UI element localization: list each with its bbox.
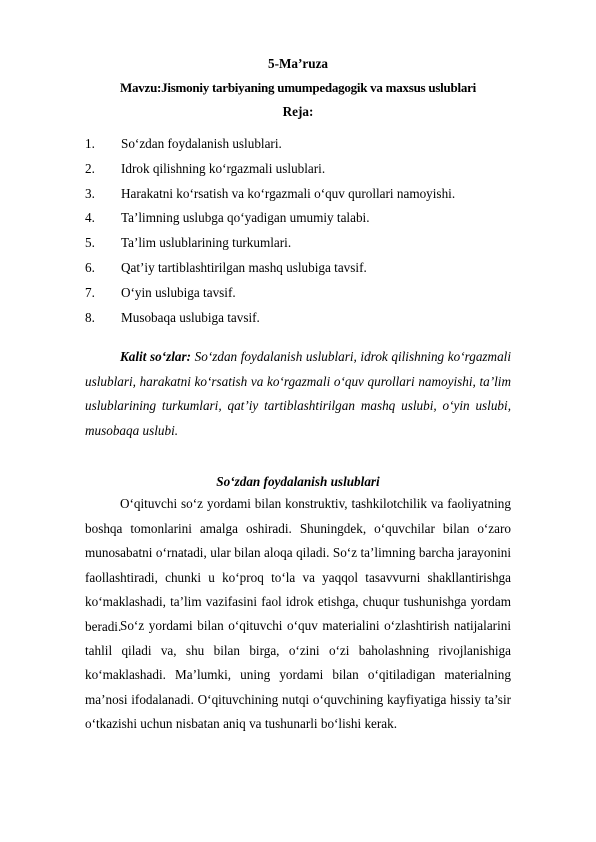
plan-item-text: Musobaqa uslubiga tavsif. bbox=[121, 309, 260, 325]
lecture-title: 5-Ma’ruza bbox=[267, 56, 329, 71]
plan-item-number: 3. bbox=[85, 185, 95, 201]
plan-item-text: Idrok qilishning ko‘rgazmali uslublari. bbox=[121, 160, 326, 176]
plan-item bbox=[85, 256, 455, 281]
body-paragraph: O‘qituvchi so‘z yordami bilan konstruktiv, tashkilotchilik va faoliyatning boshqa tomonlarini amalga oshiradi. Shuningdek, o‘quvchilar bilan o‘zaro munosabatni o‘rnatadi, ular bilan aloqa qiladi. So‘z ta’limning barcha jarayonini faollashtiradi, chunki u ko‘proq to‘la va yaqqol tasavvurni shakllantirishga ko‘maklashadi, ta’lim vazifasini faol idrok etishga, chuqur tushunishga yordam beradi. bbox=[85, 496, 511, 634]
plan-item-number: 6. bbox=[85, 259, 95, 275]
plan-heading: Reja: bbox=[282, 104, 314, 119]
keywords-text: So‘zdan foydalanish uslublari, idrok qilishning ko‘rgazmali uslublari, harakatni ko‘rsatish va ko‘rgazmali o‘quv qurollari namoyishi, ta’lim uslublarining turkumlari, qat’iy tartiblashtirilgan mashq uslubi, o‘yin uslubi, musobaqa uslubi. bbox=[85, 349, 511, 438]
plan-item-text: So‘zdan foydalanish uslublari. bbox=[121, 136, 282, 151]
keywords-paragraph bbox=[85, 345, 511, 443]
plan-item bbox=[85, 206, 455, 231]
plan-item-text: Ta’limning uslubga qo‘yadigan umumiy talabi. bbox=[121, 210, 370, 226]
plan-item-number: 5. bbox=[85, 235, 95, 251]
keywords-label: Kalit so‘zlar: bbox=[120, 349, 192, 364]
plan-list bbox=[85, 132, 455, 330]
plan-item bbox=[85, 231, 455, 256]
plan-item bbox=[85, 157, 455, 182]
lecture-topic: Mavzu:Jismoniy tarbiyaning umumpedagogik va maxsus uslublari bbox=[120, 80, 476, 95]
plan-item bbox=[85, 306, 455, 331]
plan-item-number: 1. bbox=[85, 136, 95, 151]
plan-item-number: 8. bbox=[85, 309, 95, 325]
plan-item-text: Ta’lim uslublarining turkumlari. bbox=[121, 235, 292, 251]
plan-item-text: Qat’iy tartiblashtirilgan mashq uslubiga tavsif. bbox=[121, 259, 367, 275]
plan-item bbox=[85, 182, 455, 207]
section-heading: So‘zdan foydalanish uslublari bbox=[216, 474, 380, 489]
plan-item-number: 2. bbox=[85, 160, 95, 176]
plan-item bbox=[85, 132, 455, 157]
plan-item-text: O‘yin uslubiga tavsif. bbox=[121, 284, 236, 300]
plan-item bbox=[85, 281, 455, 306]
body-paragraph: So‘z yordami bilan o‘qituvchi o‘quv materialini o‘zlashtirish natijalarini tahlil qiladi va, shu bilan birga, o‘zini o‘zi baholashning rivojlanishiga ko‘maklashadi. Ma’lumki, uning yordami bilan o‘qitiladigan materialning ma’nosi ifodalanadi. O‘qituvchining nutqi o‘quvchining kayfiyatiga hissiy ta’sir o‘tkazishi uchun nisbatan aniq va tushunarli bo‘lishi kerak. bbox=[85, 618, 511, 732]
plan-item-number: 7. bbox=[85, 284, 95, 300]
plan-item-text: Harakatni ko‘rsatish va ko‘rgazmali o‘quv qurollari namoyishi. bbox=[121, 185, 456, 201]
plan-item-number: 4. bbox=[85, 210, 95, 226]
